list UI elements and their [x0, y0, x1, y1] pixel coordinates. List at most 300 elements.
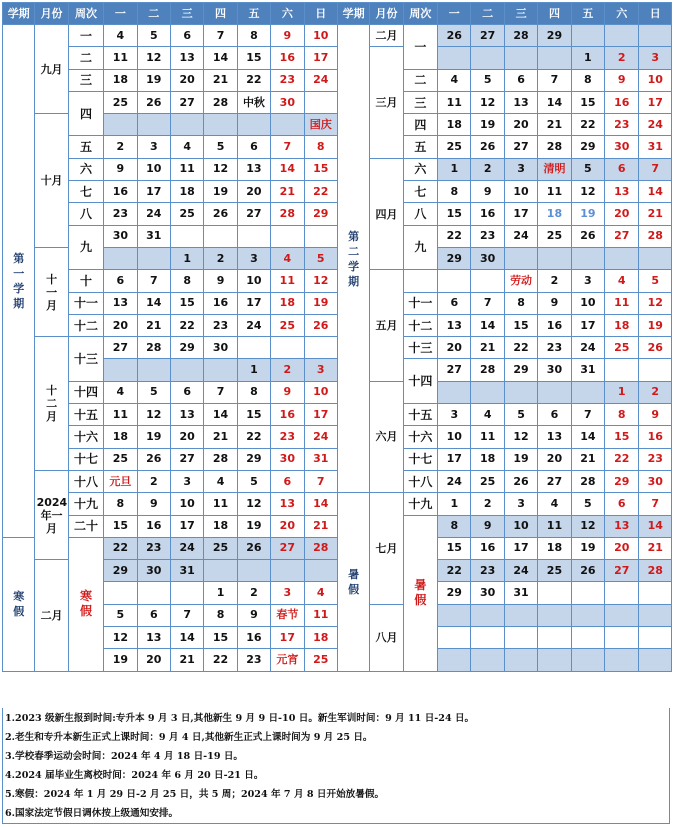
week-number: 三 [68, 69, 103, 91]
day-cell: 11 [204, 493, 237, 515]
day-cell: 14 [170, 627, 203, 649]
month-label: 二月 [375, 29, 398, 43]
day-cell: 20 [104, 314, 137, 336]
week-number [403, 270, 437, 292]
day-cell: 27 [237, 203, 270, 225]
day-cell: 21 [471, 337, 504, 359]
day-cell [237, 560, 270, 582]
day-cell: 11 [438, 91, 471, 113]
day-cell: 7 [204, 25, 237, 47]
day-cell: 24 [438, 470, 471, 492]
week-number: 一 [403, 25, 437, 70]
day-cell [438, 381, 471, 403]
day-cell [538, 381, 571, 403]
day-cell: 30 [471, 247, 504, 269]
calendar-row [3, 337, 672, 359]
calendar-row [3, 203, 672, 225]
day-cell: 31 [504, 582, 537, 604]
winter-vacation-cell [68, 537, 103, 671]
week-number: 十五 [68, 404, 103, 426]
summer-vacation-cell [403, 515, 437, 671]
day-cell [639, 604, 672, 626]
day-cell: 9 [471, 181, 504, 203]
day-cell: 1 [571, 47, 604, 69]
day-cell: 3 [639, 47, 672, 69]
day-cell: 27 [605, 225, 639, 247]
calendar-table [2, 2, 672, 672]
day-cell: 18 [271, 292, 304, 314]
day-cell: 5 [639, 270, 672, 292]
calendar-row [3, 225, 672, 247]
day-cell: 31 [170, 560, 203, 582]
day-cell: 4 [204, 470, 237, 492]
day-cell: 29 [504, 359, 537, 381]
week-number: 一 [68, 25, 103, 47]
day-cell: 21 [170, 649, 203, 671]
day-cell: 14 [204, 404, 237, 426]
day-cell: 3 [237, 247, 270, 269]
month-cell [370, 25, 403, 47]
day-cell [304, 337, 337, 359]
day-cell: 12 [204, 158, 237, 180]
day-cell: 8 [204, 604, 237, 626]
week-number: 四 [403, 114, 437, 136]
day-cell: 20 [538, 448, 571, 470]
day-cell [304, 225, 337, 247]
day-cell: 21 [304, 515, 337, 537]
day-cell [438, 649, 471, 671]
month-cell [370, 158, 403, 269]
day-cell: 26 [304, 314, 337, 336]
day-cell: 8 [571, 69, 604, 91]
day-cell: 30 [538, 359, 571, 381]
day-cell [639, 359, 672, 381]
day-cell: 25 [438, 136, 471, 158]
day-cell: 31 [639, 136, 672, 158]
day-cell: 28 [639, 560, 672, 582]
day-cell [538, 627, 571, 649]
month-label: 五月 [375, 319, 398, 332]
header-cell: 二 [137, 3, 170, 25]
day-cell: 6 [605, 493, 639, 515]
day-cell: 15 [204, 627, 237, 649]
day-cell: 21 [639, 537, 672, 559]
month-label: 三月 [375, 96, 398, 110]
summer-vacation-label: 暑假 [414, 578, 427, 608]
day-cell: 6 [237, 136, 270, 158]
day-cell: 28 [271, 203, 304, 225]
day-cell: 3 [504, 493, 537, 515]
day-cell: 31 [137, 225, 170, 247]
day-cell: 10 [304, 25, 337, 47]
day-cell: 10 [438, 426, 471, 448]
day-cell: 2 [538, 270, 571, 292]
day-cell: 13 [605, 181, 639, 203]
day-cell: 6 [504, 69, 537, 91]
day-cell: 29 [304, 203, 337, 225]
day-cell: 27 [504, 136, 537, 158]
day-cell: 7 [639, 158, 672, 180]
day-cell: 27 [170, 91, 203, 113]
day-cell [237, 337, 270, 359]
day-cell: 14 [471, 314, 504, 336]
day-cell: 13 [104, 292, 137, 314]
day-cell: 元宵 [271, 649, 304, 671]
day-cell: 4 [471, 404, 504, 426]
day-cell: 23 [104, 203, 137, 225]
day-cell: 20 [170, 426, 203, 448]
day-cell: 12 [471, 91, 504, 113]
note-2: 2.老生和专升本新生正式上课时间：9 月 4 日,其他新生正式上课时间为 9 月 25 日。 [5, 732, 373, 743]
day-cell: 20 [271, 515, 304, 537]
calendar-row [3, 582, 672, 604]
day-cell: 23 [271, 426, 304, 448]
day-cell: 27 [438, 359, 471, 381]
day-cell [170, 114, 203, 136]
day-cell: 22 [438, 560, 471, 582]
day-cell: 1 [438, 493, 471, 515]
calendar-row [3, 649, 672, 671]
day-cell: 6 [538, 404, 571, 426]
day-cell: 15 [438, 203, 471, 225]
day-cell: 2 [639, 381, 672, 403]
day-cell: 26 [571, 225, 604, 247]
day-cell: 16 [104, 181, 137, 203]
month-cell [35, 114, 68, 248]
day-cell: 13 [438, 314, 471, 336]
day-cell: 11 [104, 404, 137, 426]
day-cell [471, 604, 504, 626]
day-cell: 4 [104, 381, 137, 403]
header-cell: 四 [204, 3, 237, 25]
day-cell: 30 [271, 91, 304, 113]
day-cell: 7 [571, 404, 604, 426]
month-cell [35, 247, 68, 336]
day-cell: 14 [204, 47, 237, 69]
day-cell [137, 582, 170, 604]
day-cell [237, 225, 270, 247]
day-cell: 3 [271, 582, 304, 604]
day-cell: 15 [237, 47, 270, 69]
day-cell: 13 [170, 47, 203, 69]
calendar-row [3, 604, 672, 626]
day-cell: 23 [471, 225, 504, 247]
day-cell [605, 582, 639, 604]
day-cell: 26 [504, 470, 537, 492]
calendar-row [3, 136, 672, 158]
day-cell: 24 [237, 314, 270, 336]
day-cell: 6 [605, 158, 639, 180]
day-cell: 21 [271, 181, 304, 203]
day-cell: 24 [504, 560, 537, 582]
week-number: 十四 [403, 359, 437, 404]
day-cell: 2 [137, 470, 170, 492]
day-cell: 6 [104, 270, 137, 292]
day-cell: 17 [504, 203, 537, 225]
day-cell [571, 582, 604, 604]
day-cell: 17 [504, 537, 537, 559]
month-label: 九月 [40, 62, 63, 76]
day-cell: 21 [639, 203, 672, 225]
calendar-row [3, 247, 672, 269]
day-cell: 3 [137, 136, 170, 158]
calendar-row [3, 426, 672, 448]
day-cell: 21 [137, 314, 170, 336]
day-cell [605, 247, 639, 269]
day-cell: 3 [504, 158, 537, 180]
day-cell [471, 627, 504, 649]
week-number: 八 [68, 203, 103, 225]
month-label: 2024年一月 [36, 495, 68, 535]
day-cell: 11 [104, 47, 137, 69]
day-cell: 劳动 [504, 270, 537, 292]
day-cell: 23 [204, 314, 237, 336]
day-cell [304, 560, 337, 582]
day-cell: 18 [304, 627, 337, 649]
day-cell: 25 [471, 470, 504, 492]
week-number: 十八 [68, 470, 103, 492]
day-cell: 23 [471, 560, 504, 582]
day-cell [639, 247, 672, 269]
day-cell: 22 [170, 314, 203, 336]
day-cell: 11 [538, 515, 571, 537]
day-cell: 25 [104, 448, 137, 470]
calendar-row [3, 627, 672, 649]
week-number: 九 [68, 225, 103, 270]
day-cell: 28 [304, 537, 337, 559]
day-cell: 16 [271, 47, 304, 69]
day-cell [471, 47, 504, 69]
school-calendar [2, 2, 672, 672]
day-cell: 29 [605, 470, 639, 492]
calendar-row [3, 359, 672, 381]
header-cell: 五 [237, 3, 270, 25]
day-cell: 19 [639, 314, 672, 336]
day-cell: 9 [237, 604, 270, 626]
day-cell [504, 604, 537, 626]
day-cell: 23 [271, 69, 304, 91]
week-number: 二十 [68, 515, 103, 537]
day-cell: 14 [304, 493, 337, 515]
day-cell: 清明 [538, 158, 571, 180]
day-cell [538, 247, 571, 269]
day-cell: 24 [571, 337, 604, 359]
week-number: 十 [68, 270, 103, 292]
day-cell: 22 [304, 181, 337, 203]
day-cell [538, 649, 571, 671]
day-cell [438, 604, 471, 626]
day-cell [571, 604, 604, 626]
day-cell: 3 [304, 359, 337, 381]
day-cell: 16 [137, 515, 170, 537]
month-label: 十一月 [46, 272, 58, 312]
day-cell: 8 [237, 25, 270, 47]
day-cell: 15 [237, 404, 270, 426]
day-cell: 29 [237, 448, 270, 470]
day-cell: 30 [471, 582, 504, 604]
day-cell: 8 [438, 515, 471, 537]
day-cell: 4 [538, 493, 571, 515]
day-cell: 29 [538, 25, 571, 47]
day-cell [271, 225, 304, 247]
month-label: 四月 [375, 207, 398, 221]
day-cell [471, 381, 504, 403]
day-cell: 22 [571, 114, 604, 136]
day-cell: 19 [571, 203, 604, 225]
day-cell: 19 [104, 649, 137, 671]
day-cell [504, 247, 537, 269]
day-cell: 24 [504, 225, 537, 247]
day-cell: 15 [304, 158, 337, 180]
day-cell: 12 [237, 493, 270, 515]
day-cell: 20 [170, 69, 203, 91]
day-cell: 28 [571, 470, 604, 492]
header-cell: 四 [538, 3, 571, 25]
day-cell [271, 560, 304, 582]
day-cell: 31 [304, 448, 337, 470]
day-cell: 13 [271, 493, 304, 515]
day-cell: 22 [237, 426, 270, 448]
day-cell: 9 [137, 493, 170, 515]
note-3: 3.学校春季运动会时间：2024 年 4 月 18 日-19 日。 [5, 751, 244, 762]
week-number: 十四 [68, 381, 103, 403]
day-cell [237, 114, 270, 136]
week-number: 七 [403, 181, 437, 203]
semester-label: 第二学期 [348, 229, 360, 288]
day-cell: 21 [538, 114, 571, 136]
day-cell: 29 [170, 337, 203, 359]
header-cell: 五 [571, 3, 604, 25]
day-cell: 22 [104, 537, 137, 559]
calendar-row [3, 537, 672, 559]
day-cell [605, 649, 639, 671]
day-cell: 23 [237, 649, 270, 671]
day-cell: 30 [639, 470, 672, 492]
day-cell [438, 627, 471, 649]
month-cell [370, 381, 403, 492]
day-cell: 4 [271, 247, 304, 269]
day-cell: 30 [271, 448, 304, 470]
note-5: 5.寒假：2024 年 1 月 29 日-2 月 25 日，共 5 周；2024 年 7 月 8 日开始放暑假。 [5, 789, 385, 800]
day-cell [204, 114, 237, 136]
calendar-row [3, 292, 672, 314]
day-cell [304, 91, 337, 113]
day-cell: 23 [137, 537, 170, 559]
day-cell: 28 [538, 136, 571, 158]
week-number: 十三 [403, 337, 437, 359]
note-6: 6.国家法定节假日调休按上级通知安排。 [5, 808, 179, 819]
day-cell: 5 [204, 136, 237, 158]
week-number: 十二 [403, 314, 437, 336]
day-cell: 17 [438, 448, 471, 470]
calendar-row [3, 448, 672, 470]
day-cell: 5 [504, 404, 537, 426]
month-cell [35, 560, 68, 671]
day-cell: 元旦 [104, 470, 137, 492]
day-cell [504, 627, 537, 649]
header-cell: 学期 [3, 3, 35, 25]
day-cell: 2 [471, 158, 504, 180]
day-cell [471, 270, 504, 292]
week-number: 二 [403, 69, 437, 91]
day-cell: 9 [605, 69, 639, 91]
day-cell: 28 [137, 337, 170, 359]
month-cell [370, 270, 403, 381]
day-cell: 10 [639, 69, 672, 91]
week-number: 三 [403, 91, 437, 113]
day-cell: 2 [204, 247, 237, 269]
day-cell: 13 [538, 426, 571, 448]
day-cell: 15 [438, 537, 471, 559]
header-cell: 六 [605, 3, 639, 25]
day-cell: 25 [170, 203, 203, 225]
header-cell: 三 [170, 3, 203, 25]
day-cell: 11 [304, 604, 337, 626]
day-cell: 10 [504, 515, 537, 537]
day-cell [571, 247, 604, 269]
day-cell: 17 [237, 292, 270, 314]
day-cell: 6 [170, 381, 203, 403]
day-cell: 22 [237, 69, 270, 91]
day-cell: 2 [471, 493, 504, 515]
day-cell: 13 [170, 404, 203, 426]
day-cell: 27 [271, 537, 304, 559]
day-cell: 26 [237, 537, 270, 559]
month-label: 八月 [375, 631, 398, 645]
day-cell: 17 [304, 47, 337, 69]
calendar-row [3, 314, 672, 336]
day-cell: 26 [571, 560, 604, 582]
day-cell: 29 [438, 247, 471, 269]
day-cell: 1 [237, 359, 270, 381]
day-cell: 9 [538, 292, 571, 314]
day-cell [605, 604, 639, 626]
day-cell: 18 [170, 181, 203, 203]
day-cell: 5 [104, 604, 137, 626]
month-cell [370, 47, 403, 158]
day-cell: 8 [605, 404, 639, 426]
day-cell: 14 [271, 158, 304, 180]
day-cell: 21 [204, 69, 237, 91]
week-number: 十一 [68, 292, 103, 314]
calendar-row [3, 381, 672, 403]
day-cell: 10 [304, 381, 337, 403]
day-cell: 1 [438, 158, 471, 180]
day-cell: 19 [304, 292, 337, 314]
day-cell: 8 [237, 381, 270, 403]
day-cell: 15 [504, 314, 537, 336]
day-cell: 2 [271, 359, 304, 381]
week-number: 十六 [68, 426, 103, 448]
day-cell: 3 [438, 404, 471, 426]
day-cell: 2 [237, 582, 270, 604]
calendar-row [3, 114, 672, 136]
day-cell: 30 [605, 136, 639, 158]
day-cell: 30 [104, 225, 137, 247]
week-number: 五 [68, 136, 103, 158]
day-cell: 9 [639, 404, 672, 426]
day-cell: 14 [639, 515, 672, 537]
day-cell [538, 604, 571, 626]
day-cell: 15 [571, 91, 604, 113]
day-cell: 20 [137, 649, 170, 671]
day-cell: 29 [438, 582, 471, 604]
day-cell: 1 [204, 582, 237, 604]
day-cell: 9 [104, 158, 137, 180]
day-cell [438, 47, 471, 69]
day-cell: 26 [137, 448, 170, 470]
semester-label: 寒假 [13, 590, 25, 619]
